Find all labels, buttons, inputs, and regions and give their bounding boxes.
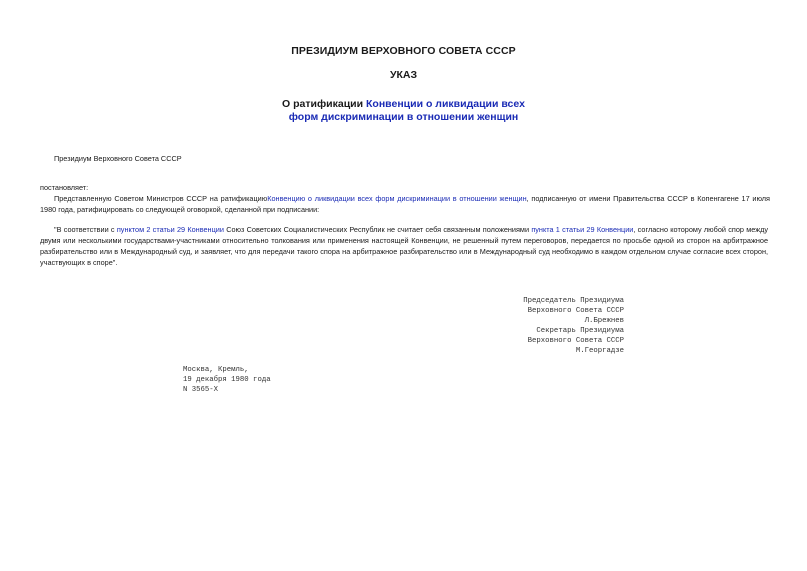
p1-convention-link[interactable]: Конвенцию о ликвидации всех форм дискриминации в отношении женщин bbox=[267, 194, 527, 203]
date-text: 19 декабря 1980 года bbox=[183, 376, 271, 384]
title-prefix: О ратификации bbox=[282, 98, 367, 110]
p2-article-link-1[interactable]: пунктом 2 статьи 29 Конвенции bbox=[116, 225, 224, 234]
secretary-signature bbox=[440, 326, 624, 356]
p2-text-a: "В соответствии с bbox=[54, 225, 117, 234]
secretary-line-1: Секретарь Президиума bbox=[536, 327, 624, 335]
intro-text: Президиум Верховного Совета СССР bbox=[54, 154, 182, 163]
p2-text-c: , согласно которому любой спор между двумя или несколькими государствами-участниками относительно толкования или применения настоящей Конвенции, не решенный путем переговоров, передается по просьбе одной из сторон на арбитражное разбирательство или в Международный суд, и заявляет, что для передачи такого спора на арбитражное разбирательство или в Международный суд необходимо в каждом отдельном случае согласие всех сторон, участвующих в споре". bbox=[40, 225, 768, 267]
place-date-block bbox=[183, 365, 271, 395]
paragraph-2 bbox=[40, 224, 768, 268]
document-title bbox=[0, 98, 807, 124]
decree-number: N 3565-X bbox=[183, 386, 219, 394]
doc-type-heading: УКАЗ bbox=[389, 69, 418, 81]
p1-text-a: Представленную Советом Министров СССР на ратификацию bbox=[54, 194, 268, 203]
chair-name: Л.Брежнев bbox=[584, 317, 624, 325]
paragraph-1 bbox=[40, 193, 770, 215]
chair-line-2: Верховного Совета СССР bbox=[527, 307, 624, 315]
place-text: Москва, Кремль, bbox=[183, 366, 249, 374]
title-convention-link-cont[interactable]: форм дискриминации в отношении женщин bbox=[288, 111, 519, 123]
p1-text-b: , подписанную от имени Правительства СССР в Копенгагене 17 июля 1980 года, ратифицировать со следующей оговоркой, сделанной при подписании: bbox=[40, 194, 771, 214]
presidium-heading: ПРЕЗИДИУМ ВЕРХОВНОГО СОВЕТА СССР bbox=[291, 45, 516, 57]
title-convention-link[interactable]: Конвенции о ликвидации всех bbox=[366, 98, 525, 110]
chair-signature bbox=[440, 296, 624, 326]
p2-article-link-2[interactable]: пункта 1 статьи 29 Конвенции bbox=[531, 225, 634, 234]
secretary-line-2: Верховного Совета СССР bbox=[527, 337, 624, 345]
chair-line-1: Председатель Президиума bbox=[523, 297, 624, 305]
decides-text: постановляет: bbox=[40, 183, 89, 192]
secretary-name: М.Георгадзе bbox=[575, 347, 624, 355]
p2-text-b: Союз Советских Социалистических Республик не считает себя связанным положениями bbox=[223, 225, 532, 234]
